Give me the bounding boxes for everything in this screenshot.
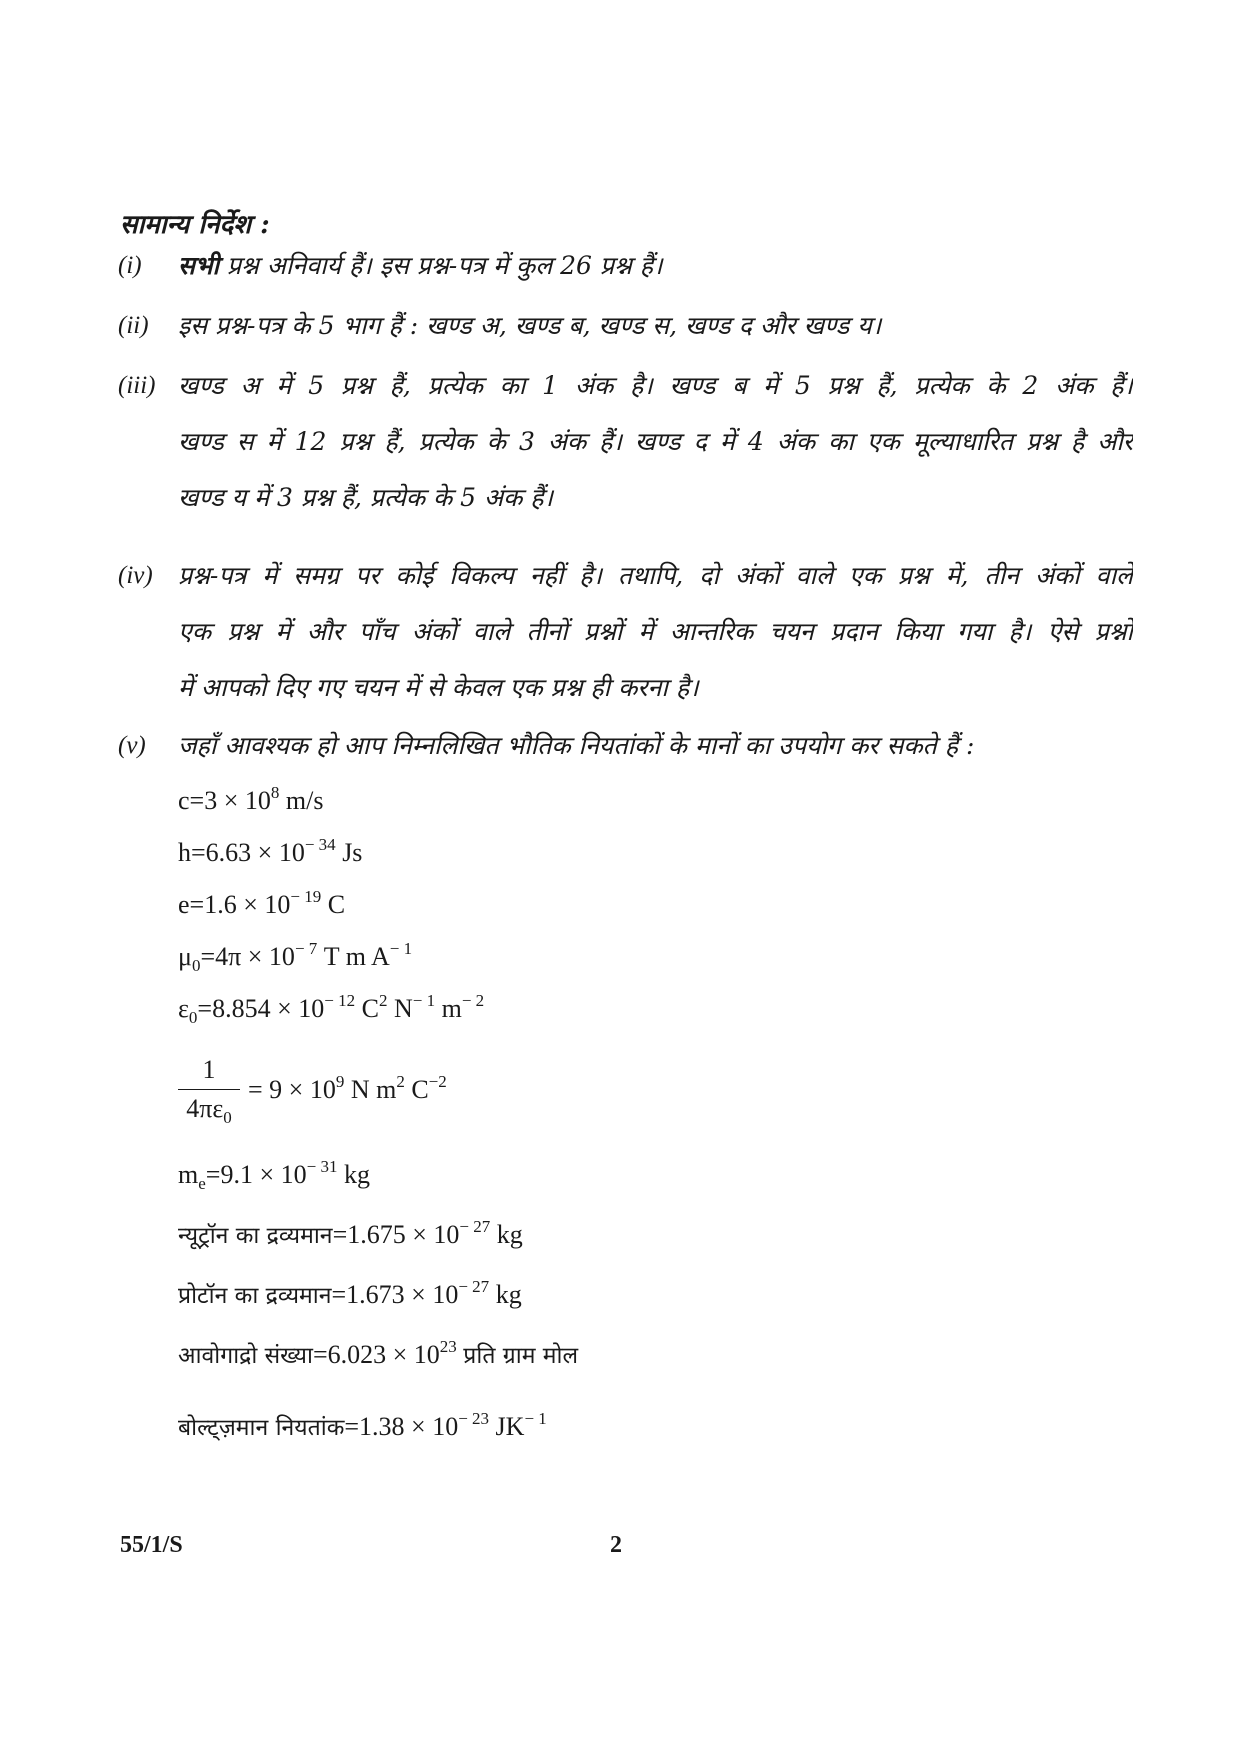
paper-code: 55/1/S	[120, 1532, 183, 1558]
general-instructions-heading: सामान्य निर्देश :	[120, 210, 270, 240]
instruction-line: इस प्रश्न-पत्र के 5 भाग हैं : खण्ड अ, खण्ड ब, खण्ड स, खण्ड द और खण्ड य।	[178, 311, 882, 340]
instruction-line: प्रश्न अनिवार्य हैं। इस प्रश्न-पत्र में कुल 26 प्रश्न हैं।	[226, 251, 663, 280]
instruction-line: एक प्रश्न में और पाँच अंकों वाले तीनों प्रश्नों में आन्तरिक चयन प्रदान किया गया है। ऐसे प्रश्नों	[178, 617, 1133, 646]
constant-electron-charge: $e=1.6 \times 10^{- 19}$ C	[178, 887, 346, 919]
constant-permeability: $\mu_0=4\pi \times 10^{- 7}$ T m $A^{- 1}$	[178, 939, 413, 975]
page-number: 2	[610, 1532, 622, 1558]
instruction-5	[118, 718, 1133, 774]
instruction-line: खण्ड अ में 5 प्रश्न हैं, प्रत्येक का 1 अंक है। खण्ड ब में 5 प्रश्न हैं, प्रत्येक के 2 अंक हैं।	[178, 371, 1133, 400]
instruction-number: (i)	[118, 252, 142, 279]
instruction-3	[118, 358, 1133, 526]
instruction-number: (iv)	[118, 562, 153, 589]
instruction-number: (iii)	[118, 372, 156, 399]
bold-lead: सभी	[178, 251, 219, 280]
constant-avogadro: आवोगाद्रो संख्या=6.023 × $10^{23}$ प्रति ग्राम मोल	[178, 1337, 579, 1369]
instruction-line: में आपको दिए गए चयन में से केवल एक प्रश्न ही करना है।	[178, 673, 699, 702]
constant-boltzmann: बोल्ट्ज़मान नियतांक=1.38 × $10^{- 23}$ $JK^{- 1}$	[178, 1409, 547, 1441]
instruction-line: जहाँ आवश्यक हो आप निम्नलिखित भौतिक नियतांकों के मानों का उपयोग कर सकते हैं :	[178, 731, 975, 760]
instruction-line: प्रश्न-पत्र में समग्र पर कोई विकल्प नहीं है। तथापि, दो अंकों वाले एक प्रश्न में, तीन अंकों वाले	[178, 561, 1133, 590]
instruction-line: खण्ड य में 3 प्रश्न हैं, प्रत्येक के 5 अंक हैं।	[178, 483, 553, 512]
instruction-line: खण्ड स में 12 प्रश्न हैं, प्रत्येक के 3 अंक हैं। खण्ड द में 4 अंक का एक मूल्याधारित प्रश्न है और	[178, 427, 1133, 456]
instruction-4	[118, 548, 1133, 716]
constant-permittivity: $\varepsilon_0=8.854 \times 10^{- 12}$ $C^2$ $N^{- 1}$ $m^{- 2}$	[178, 991, 485, 1027]
constant-neutron-mass: न्यूट्रॉन का द्रव्यमान=1.675 × $10^{- 27}$ kg	[178, 1217, 523, 1249]
instruction-1	[118, 238, 1133, 294]
instruction-2	[118, 298, 1133, 354]
constant-electron-mass: $m_e=9.1 \times 10^{- 31}$ kg	[178, 1157, 370, 1193]
constant-coulomb: $\frac{1}{4\pi\varepsilon_0}$ = $9 \times 10^9$ N $m^2$ $C^{-2}$	[178, 1055, 447, 1124]
constant-proton-mass: प्रोटॉन का द्रव्यमान=1.673 × $10^{- 27}$ kg	[178, 1277, 522, 1309]
constant-speed-of-light: $c=3 \times 10^8$ m/s	[178, 783, 324, 815]
instruction-number: (v)	[118, 732, 146, 759]
constant-planck: $h=6.63 \times 10^{- 34}$ Js	[178, 835, 363, 867]
instruction-number: (ii)	[118, 312, 149, 339]
fraction: $\frac{1}{4\pi\varepsilon_0}$	[178, 1055, 240, 1124]
